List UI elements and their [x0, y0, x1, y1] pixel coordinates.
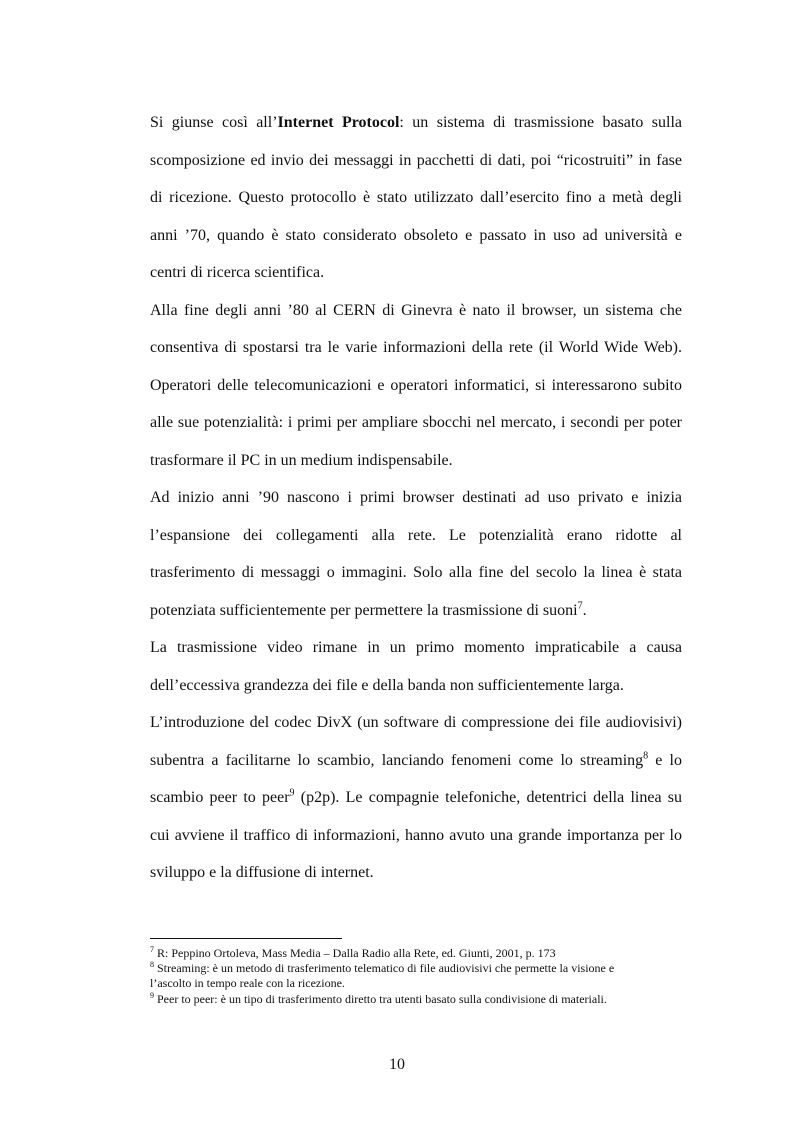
footnote-8-continued: [150, 976, 690, 991]
footnote-ref-7[interactable]: 7: [577, 600, 583, 612]
text-run: : un sistema di trasmissione basato sulla: [399, 114, 683, 131]
paragraph-video: [150, 629, 682, 704]
text-line: sviluppo e la diffusione di internet.: [150, 864, 374, 881]
text-line: [150, 779, 682, 817]
footnote-number: 9: [150, 990, 154, 1000]
text-run: .: [582, 601, 587, 619]
text-line: alle sue potenzialità: i primi per ampliare sbocchi nel mercato, i secondi per poter: [150, 414, 682, 431]
text-run: Si giunse così all’: [150, 114, 278, 131]
paragraph-divx: [150, 704, 682, 892]
text-line: trasformare il PC in un medium indispensabile.: [150, 451, 453, 469]
footnote-separator: [150, 938, 342, 939]
text-line: l’espansione dei collegamenti alla rete. Le potenzialità erano ridotte al: [150, 526, 682, 544]
text-line: [150, 104, 682, 142]
text-line: Ad inizio anni ’90 nascono i primi browser destinati ad uso privato e inizia: [150, 489, 682, 506]
paragraph-anni-90: [150, 479, 682, 629]
text-line: L’introduzione del codec DivX (un software di compressione dei file audiovisivi): [150, 714, 682, 731]
text-line: anni ’70, quando è stato considerato obsoleto e passato in uso ad università e: [150, 226, 682, 244]
footnotes: [150, 946, 690, 1007]
text-run: scambio peer to peer: [150, 789, 290, 806]
text-line: Alla fine degli anni ’80 al CERN di Ginevra è nato il browser, un sistema che: [150, 301, 682, 319]
text-run: (p2p). Le compagnie telefoniche, detentrici della linea su: [294, 789, 683, 806]
text-line: centri di ricerca scientifica.: [150, 264, 325, 281]
footnote-text: Streaming: è un metodo di trasferimento telematico di file audiovisivi che permette la visione e: [157, 961, 615, 976]
body-text: [150, 104, 682, 892]
footnote-9: [150, 992, 690, 1007]
footnote-number: 8: [150, 960, 154, 970]
text-line: di ricezione. Questo protocollo è stato utilizzato dall’esercito fino a metà degli: [150, 189, 682, 206]
bold-term: Internet Protocol: [277, 114, 400, 131]
footnote-number: 7: [150, 945, 154, 954]
text-line: [150, 592, 682, 630]
footnote-7: [150, 946, 690, 961]
paragraph-browser: [150, 292, 682, 480]
text-line: Operatori delle telecomunicazioni e operatori informatici, si interessarono subito: [150, 376, 682, 394]
text-line: trasferimento di messaggi o immagini. Solo alla fine del secolo la linea è stata: [150, 564, 682, 581]
footnote-text: R: Peppino Ortoleva, Mass Media – Dalla Radio alla Rete, ed. Giunti, 2001, p. 173: [157, 946, 556, 960]
text-run: subentra a facilitarne lo scambio, lanciando fenomeni come lo streaming: [150, 751, 644, 769]
text-run: potenziata sufficientemente per permettere la trasmissione di suoni: [150, 601, 578, 619]
footnote-ref-9[interactable]: 9: [289, 787, 295, 799]
text-line: consentiva di spostarsi tra le varie informazioni della rete (il World Wide Web).: [150, 339, 682, 356]
text-line: cui avviene il traffico di informazioni, hanno avuto una grande importanza per lo: [150, 826, 682, 844]
footnote-ref-8[interactable]: 8: [643, 750, 649, 762]
text-line: La trasmissione video rimane in un primo momento impraticabile a causa: [150, 639, 682, 656]
page-number: 10: [389, 1056, 405, 1073]
paragraph-internet-protocol: [150, 104, 682, 292]
text-line: [150, 742, 682, 780]
footnote-text: Peer to peer: è un tipo di trasferimento diretto tra utenti basato sulla condivisione di materiali.: [157, 991, 607, 1006]
text-line: scomposizione ed invio dei messaggi in pacchetti di dati, poi “ricostruiti” in fase: [150, 151, 682, 169]
text-run: e lo: [648, 751, 683, 769]
footnote-text: l’ascolto in tempo reale con la ricezione.: [150, 976, 345, 991]
text-line: dell’eccessiva grandezza dei file e della banda non sufficientemente larga.: [150, 676, 624, 694]
footnote-8: [150, 961, 690, 976]
